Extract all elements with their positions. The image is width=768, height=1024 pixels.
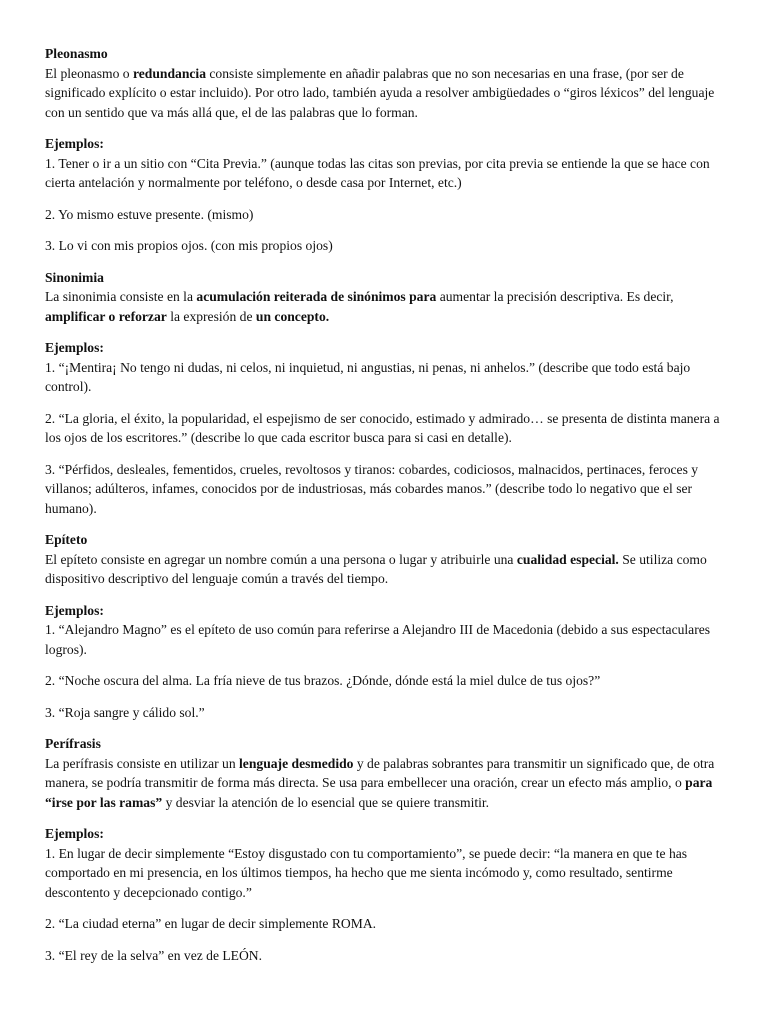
definition-bold-run: un concepto. <box>255 308 330 324</box>
definition-bold-run: cualidad especial. <box>516 551 619 567</box>
section-definition <box>45 754 731 813</box>
example-item: 2. “La ciudad eterna” en lugar de decir simplemente ROMA. <box>45 916 377 931</box>
examples-heading: Ejemplos: <box>45 136 104 151</box>
definition-run: y de palabras sobrantes para transmitir un significado que, de otra manera, se podría transmitir de forma más directa. Se usa para embellecer una oración, crear un efecto más amplio, o <box>45 755 715 790</box>
examples-heading: Ejemplos: <box>45 340 104 355</box>
section-sinonimia <box>45 268 731 519</box>
example-item: 3. “El rey de la selva” en vez de LEÓN. <box>45 947 263 963</box>
definition-run: La sinonimia consiste en la <box>45 289 197 304</box>
section-definition <box>45 550 731 589</box>
section-definition <box>45 64 731 123</box>
definition-bold-run: acumulación reiterada de sinónimos para <box>196 289 437 304</box>
example-item: 3. Lo vi con mis propios ojos. (con mis propios ojos) <box>45 238 333 253</box>
section-definition <box>45 287 731 326</box>
section-title: Sinonimia <box>45 269 104 285</box>
definition-bold-run: para “irse por las ramas” <box>45 775 713 810</box>
examples-heading: Ejemplos: <box>45 602 104 618</box>
example-item: 2. “Noche oscura del alma. La fría nieve de tus brazos. ¿Dónde, dónde está la miel dulce de tus ojos?” <box>45 673 601 688</box>
definition-run: El epíteto consiste en agregar un nombre común a una persona o lugar y atribuirle una <box>45 551 517 567</box>
example-item: 3. “Pérfidos, desleales, fementidos, crueles, revoltosos y tiranos: cobardes, codiciosos, malnacidos, pertinaces, feroces y villanos; adúlteros, infames, conocidos por de industriosas, más cobardes manos.” (describe todo lo negativo que el ser humano). <box>45 461 699 516</box>
definition-run: y desviar la atención de lo esencial que se quiere transmitir. <box>162 794 490 810</box>
definition-run: La perífrasis consiste en utilizar un <box>45 755 240 771</box>
section-pleonasmo <box>45 44 731 256</box>
example-item: 1. En lugar de decir simplemente “Estoy disgustado con tu comportamiento”, se puede decir: “la manera en que te has comportado en mi presencia, en los últimos tiempos, ha hecho que me sienta incómodo y, como resultado, sentirme descontento y decepcionado contigo.” <box>45 845 688 900</box>
example-item: 2. Yo mismo estuve presente. (mismo) <box>45 206 254 222</box>
section-perifrasis <box>45 734 731 965</box>
section-epiteto <box>45 530 731 722</box>
example-item: 1. “Alejandro Magno” es el epíteto de uso común para referirse a Alejandro III de Macedonia (debido a sus espectaculares logros). <box>45 622 711 657</box>
definition-run: aumentar la precisión descriptiva. Es decir, <box>436 289 674 304</box>
definition-run: El pleonasmo o <box>45 65 133 81</box>
example-item: 3. “Roja sangre y cálido sol.” <box>45 704 205 720</box>
section-title: Epíteto <box>45 532 88 547</box>
example-item: 1. “¡Mentira¡ No tengo ni dudas, ni celos, ni inquietud, ni angustias, ni penas, ni anhelos.” (describe que todo está bajo control). <box>45 359 691 394</box>
definition-run: Se utiliza como dispositivo descriptivo del lenguaje común a través del tiempo. <box>45 551 707 586</box>
definition-bold-run: redundancia <box>132 65 206 81</box>
document-body <box>45 44 731 965</box>
example-item: 2. “La gloria, el éxito, la popularidad, el espejismo de ser conocido, estimado y admirado… se presenta de distinta manera a los ojos de los escritores.” (describe lo que cada escritor busca para si casi en detalle). <box>45 410 720 445</box>
definition-bold-run: lenguaje desmedido <box>239 755 354 771</box>
section-title: Perífrasis <box>45 736 101 751</box>
definition-run: consiste simplemente en añadir palabras que no son necesarias en una frase, (por ser de significado explícito o estar incluido). Por otro lado, también ayuda a resolver ambigüedades o “giros léxicos” del lenguaje con un sentido que va más allá que, el de las palabras que lo forman. <box>45 65 715 120</box>
definition-bold-run: amplificar o reforzar <box>45 308 167 324</box>
example-item: 1. Tener o ir a un sitio con “Cita Previa.” (aunque todas las citas son previas, por cita previa se entiende la que se hace con cierta antelación y normalmente por teléfono, o desde casa por Internet, etc.) <box>45 155 710 190</box>
definition-run: la expresión de <box>166 308 256 324</box>
examples-heading: Ejemplos: <box>45 826 104 841</box>
section-title: Pleonasmo <box>45 46 108 61</box>
